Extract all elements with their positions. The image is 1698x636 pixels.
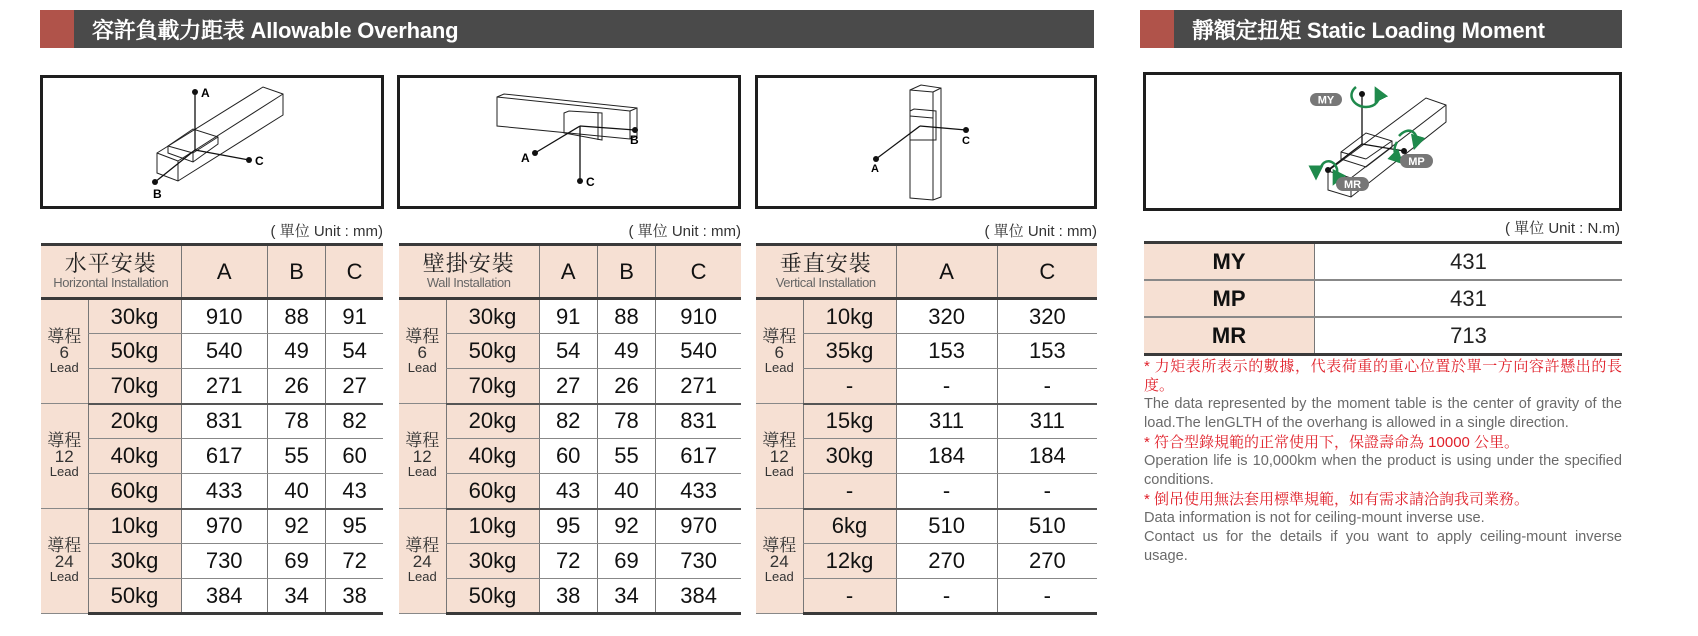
- label-c: C: [586, 175, 595, 189]
- table-row: [41, 579, 383, 614]
- value-cell: 55: [597, 439, 655, 474]
- load-cell: 40kg: [88, 439, 181, 474]
- value-cell: 69: [267, 544, 325, 579]
- note-2-en: Operation life is 10,000km when the product is using under the specified conditions.: [1144, 453, 1622, 488]
- rotation-arrow-icon: [1316, 167, 1321, 173]
- value-cell: 82: [539, 404, 597, 439]
- value-cell: 34: [267, 579, 325, 614]
- table-row: [399, 369, 741, 404]
- value-cell: 384: [656, 579, 741, 614]
- value-cell: 617: [656, 439, 741, 474]
- value-cell: 910: [656, 299, 741, 334]
- moment-diagram: [1143, 72, 1622, 211]
- value-cell: 910: [181, 299, 267, 334]
- value-cell: 82: [326, 404, 383, 439]
- value-cell: 38: [326, 579, 383, 614]
- value-cell: 153: [896, 334, 997, 369]
- value-cell: 92: [267, 509, 325, 544]
- value-cell: 433: [181, 474, 267, 509]
- load-cell: 70kg: [88, 369, 181, 404]
- table-header-installation: 壁掛安裝 Wall Installation: [399, 245, 539, 299]
- table-row: [399, 439, 741, 474]
- rotation-arrow-icon: [1351, 87, 1378, 107]
- table-row: [756, 369, 1097, 404]
- table-row: [41, 299, 383, 334]
- table-row: [41, 474, 383, 509]
- load-cell: 50kg: [446, 579, 539, 614]
- column-header-a: A: [181, 245, 267, 299]
- table-row: [41, 509, 383, 544]
- horizontal-installation-table: [41, 243, 383, 615]
- unit-label-wall: ( 單位 Unit : mm): [628, 223, 741, 240]
- value-cell: 60: [539, 439, 597, 474]
- table-row: [399, 334, 741, 369]
- value-cell: 184: [896, 439, 997, 474]
- load-cell: 30kg: [446, 299, 539, 334]
- lead-cell: 導程 6 Lead: [41, 299, 88, 404]
- table-row: [399, 509, 741, 544]
- load-cell: 30kg: [803, 439, 896, 474]
- value-cell: 730: [656, 544, 741, 579]
- moment-label-mp: MP: [1144, 280, 1315, 317]
- notes: [1144, 357, 1622, 566]
- value-cell: 27: [539, 369, 597, 404]
- value-cell: 26: [267, 369, 325, 404]
- column-header-b: B: [597, 245, 655, 299]
- moment-value-mp: 431: [1315, 280, 1623, 317]
- value-cell: 78: [267, 404, 325, 439]
- value-cell: 92: [597, 509, 655, 544]
- value-cell: 617: [181, 439, 267, 474]
- vertical-installation-table: [756, 243, 1097, 615]
- value-cell: -: [896, 369, 997, 404]
- load-cell: 50kg: [88, 579, 181, 614]
- note-3-en: Data information is not for ceiling-mount inverse use.: [1144, 510, 1485, 526]
- value-cell: 38: [539, 579, 597, 614]
- value-cell: 88: [597, 299, 655, 334]
- moment-value-mr: 713: [1315, 317, 1623, 355]
- value-cell: 271: [656, 369, 741, 404]
- label-a: A: [871, 163, 879, 175]
- column-header-b: B: [267, 245, 325, 299]
- table-header-installation: 水平安裝 Horizontal Installation: [41, 245, 181, 299]
- value-cell: 78: [597, 404, 655, 439]
- load-cell: -: [803, 474, 896, 509]
- value-cell: 27: [326, 369, 383, 404]
- note-2-zh: * 符合型錄規範的正常使用下，保證壽命為 10000 公里。: [1144, 434, 1520, 451]
- moment-section-header: [1140, 10, 1622, 48]
- load-cell: 60kg: [446, 474, 539, 509]
- table-row: [41, 369, 383, 404]
- lead-cell: 導程 24 Lead: [399, 509, 446, 614]
- mr-badge: [1336, 177, 1369, 191]
- label-a: A: [521, 151, 530, 165]
- unit-label-horizontal: ( 單位 Unit : mm): [270, 223, 383, 240]
- load-cell: 40kg: [446, 439, 539, 474]
- load-cell: 70kg: [446, 369, 539, 404]
- moment-illustration: [1146, 75, 1619, 208]
- table-row: [756, 299, 1097, 334]
- lead-cell: 導程 12 Lead: [756, 404, 803, 509]
- value-cell: 55: [267, 439, 325, 474]
- table-row: [756, 439, 1097, 474]
- value-cell: 184: [997, 439, 1097, 474]
- value-cell: -: [896, 579, 997, 614]
- value-cell: 153: [997, 334, 1097, 369]
- table-row: [756, 579, 1097, 614]
- load-cell: 10kg: [88, 509, 181, 544]
- svg-text:MY: MY: [1317, 94, 1335, 107]
- table-row: [41, 439, 383, 474]
- value-cell: 40: [597, 474, 655, 509]
- value-cell: 95: [326, 509, 383, 544]
- note-1-en: The data represented by the moment table is the center of gravity of the load.The lenGLTH of the overhang is allowed in a single direction.: [1144, 396, 1622, 431]
- table-row: [1144, 317, 1622, 355]
- moment-label-my: MY: [1144, 243, 1315, 281]
- value-cell: 69: [597, 544, 655, 579]
- table-row: [1144, 243, 1622, 281]
- value-cell: 311: [896, 404, 997, 439]
- lead-cell: 導程 24 Lead: [41, 509, 88, 614]
- value-cell: 88: [267, 299, 325, 334]
- header-accent: [40, 10, 74, 48]
- column-header-a: A: [539, 245, 597, 299]
- vertical-installation-illustration: [758, 78, 1094, 206]
- table-row: [41, 404, 383, 439]
- header-accent: [1140, 10, 1174, 48]
- table-row: [756, 474, 1097, 509]
- value-cell: 540: [181, 334, 267, 369]
- load-cell: 30kg: [88, 544, 181, 579]
- table-row: [1144, 280, 1622, 317]
- load-cell: 50kg: [446, 334, 539, 369]
- value-cell: 311: [997, 404, 1097, 439]
- value-cell: 540: [656, 334, 741, 369]
- label-c: C: [962, 135, 970, 147]
- value-cell: 40: [267, 474, 325, 509]
- lead-cell: 導程 12 Lead: [399, 404, 446, 509]
- load-cell: 35kg: [803, 334, 896, 369]
- note-1-zh: * 力矩表所表示的數據，代表荷重的重心位置於單一方向容許懸出的長度。: [1144, 358, 1622, 394]
- value-cell: 72: [539, 544, 597, 579]
- value-cell: 54: [326, 334, 383, 369]
- unit-label-vertical: ( 單位 Unit : mm): [984, 223, 1097, 240]
- value-cell: 384: [181, 579, 267, 614]
- value-cell: 510: [896, 509, 997, 544]
- note-3-zh: * 倒吊使用無法套用標準規範，如有需求請洽詢我司業務。: [1144, 491, 1530, 508]
- value-cell: 34: [597, 579, 655, 614]
- table-row: [399, 474, 741, 509]
- load-cell: 20kg: [446, 404, 539, 439]
- value-cell: 54: [539, 334, 597, 369]
- value-cell: 970: [181, 509, 267, 544]
- value-cell: 49: [267, 334, 325, 369]
- value-cell: 91: [539, 299, 597, 334]
- load-cell: 30kg: [446, 544, 539, 579]
- overhang-section-header: [40, 10, 1094, 48]
- load-cell: 20kg: [88, 404, 181, 439]
- lead-cell: 導程 12 Lead: [41, 404, 88, 509]
- static-moment-table: [1144, 241, 1622, 356]
- load-cell: 12kg: [803, 544, 896, 579]
- column-header-c: C: [656, 245, 741, 299]
- label-b: B: [153, 187, 162, 201]
- label-a: A: [201, 86, 210, 100]
- note-3-en2: Contact us for the details if you want to apply ceiling-mount inverse usage.: [1144, 529, 1622, 564]
- table-row: [399, 544, 741, 579]
- table-row: [756, 404, 1097, 439]
- label-b: B: [630, 133, 639, 147]
- my-badge: [1310, 93, 1342, 107]
- moment-value-my: 431: [1315, 243, 1623, 281]
- value-cell: 49: [597, 334, 655, 369]
- vertical-diagram: [755, 75, 1097, 209]
- load-cell: 30kg: [88, 299, 181, 334]
- table-row: [41, 544, 383, 579]
- value-cell: 320: [997, 299, 1097, 334]
- overhang-title: 容許負載力距表 Allowable Overhang: [92, 17, 459, 43]
- table-row: [41, 334, 383, 369]
- value-cell: 510: [997, 509, 1097, 544]
- value-cell: 91: [326, 299, 383, 334]
- value-cell: 43: [539, 474, 597, 509]
- lead-cell: 導程 6 Lead: [756, 299, 803, 404]
- value-cell: 43: [326, 474, 383, 509]
- table-row: [756, 544, 1097, 579]
- lead-cell: 導程 6 Lead: [399, 299, 446, 404]
- table-row: [399, 404, 741, 439]
- value-cell: 433: [656, 474, 741, 509]
- horizontal-diagram: [40, 75, 384, 209]
- lead-cell: 導程 24 Lead: [756, 509, 803, 614]
- table-header-installation: 垂直安裝 Vertical Installation: [756, 245, 896, 299]
- svg-text:MR: MR: [1343, 179, 1362, 191]
- load-cell: 10kg: [446, 509, 539, 544]
- value-cell: 730: [181, 544, 267, 579]
- load-cell: 6kg: [803, 509, 896, 544]
- label-c: C: [255, 154, 264, 168]
- load-cell: 15kg: [803, 404, 896, 439]
- load-cell: 60kg: [88, 474, 181, 509]
- column-header-c: C: [326, 245, 383, 299]
- mp-badge: [1400, 154, 1433, 168]
- moment-label-mr: MR: [1144, 317, 1315, 355]
- value-cell: 72: [326, 544, 383, 579]
- value-cell: 831: [181, 404, 267, 439]
- table-row: [756, 509, 1097, 544]
- svg-text:MP: MP: [1408, 156, 1425, 168]
- load-cell: -: [803, 579, 896, 614]
- value-cell: 320: [896, 299, 997, 334]
- column-header-c: C: [997, 245, 1097, 299]
- load-cell: 10kg: [803, 299, 896, 334]
- value-cell: 95: [539, 509, 597, 544]
- column-header-a: A: [896, 245, 997, 299]
- wall-installation-illustration: [400, 78, 738, 206]
- value-cell: 60: [326, 439, 383, 474]
- load-cell: 50kg: [88, 334, 181, 369]
- value-cell: -: [997, 369, 1097, 404]
- value-cell: 271: [181, 369, 267, 404]
- wall-diagram: [397, 75, 741, 209]
- moment-title: 靜額定扭矩 Static Loading Moment: [1192, 17, 1545, 43]
- wall-installation-table: [399, 243, 741, 615]
- unit-label-moment: ( 單位 Unit : N.m): [1505, 220, 1620, 237]
- value-cell: 970: [656, 509, 741, 544]
- value-cell: -: [997, 474, 1097, 509]
- value-cell: 831: [656, 404, 741, 439]
- value-cell: -: [896, 474, 997, 509]
- load-cell: -: [803, 369, 896, 404]
- rotation-arrow-icon: [1399, 131, 1417, 143]
- table-row: [756, 334, 1097, 369]
- value-cell: 270: [896, 544, 997, 579]
- value-cell: 26: [597, 369, 655, 404]
- value-cell: -: [997, 579, 1097, 614]
- table-row: [399, 299, 741, 334]
- horizontal-installation-illustration: [43, 78, 381, 206]
- value-cell: 270: [997, 544, 1097, 579]
- table-row: [399, 579, 741, 614]
